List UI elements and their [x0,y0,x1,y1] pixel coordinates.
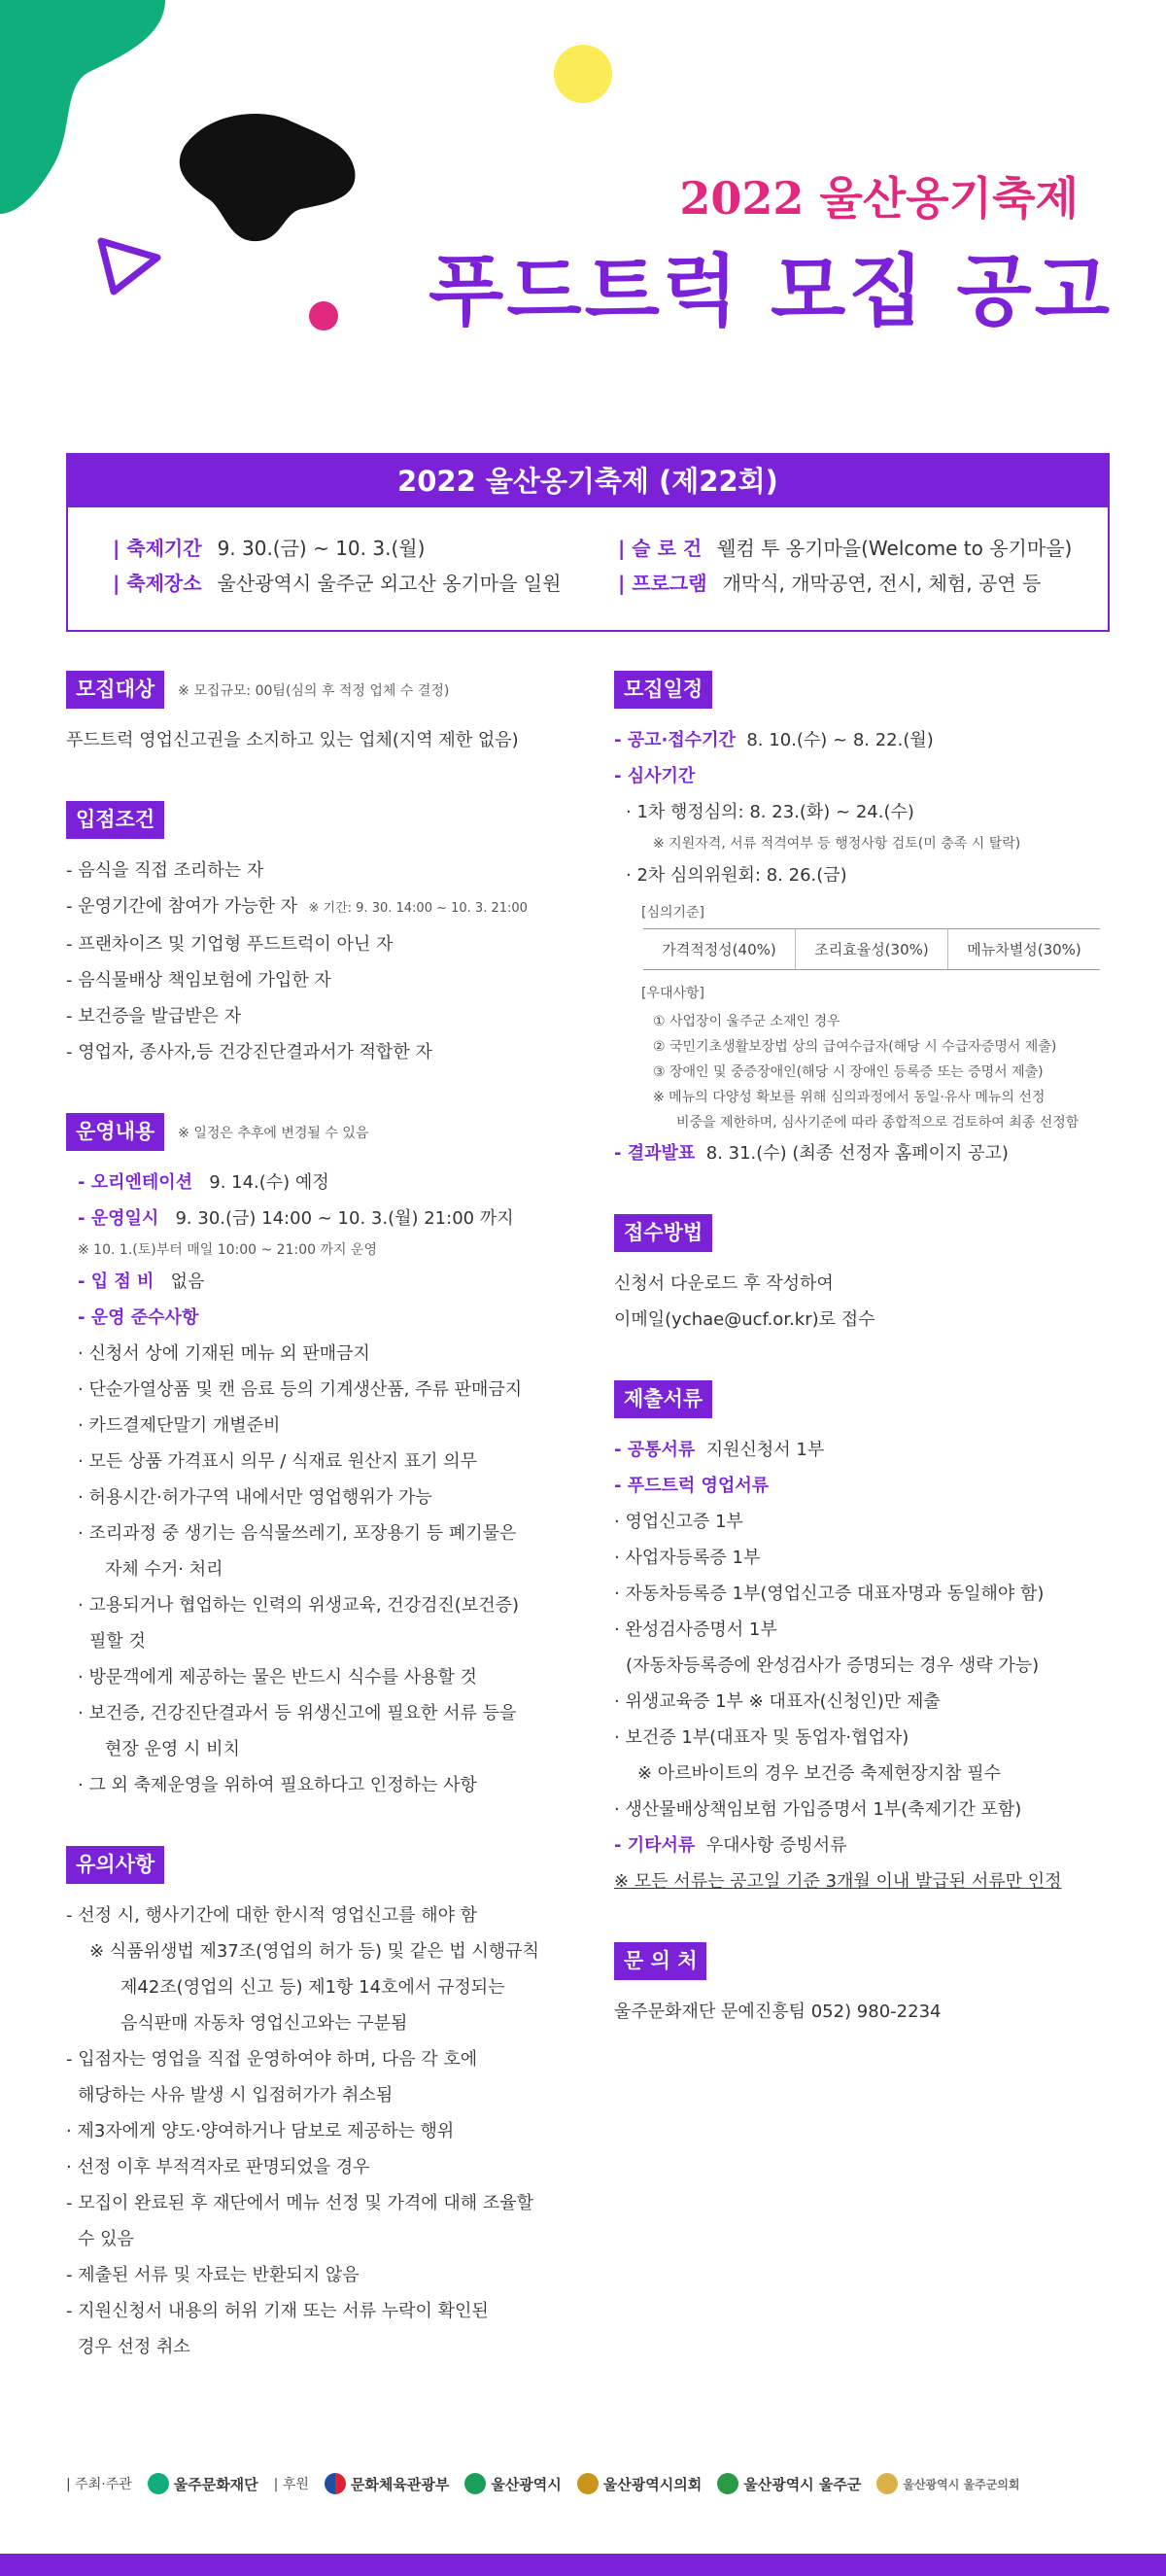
schedule-title: 모집일정 [614,671,712,709]
yellow-circle-shape [554,45,612,103]
program-value: 개막식, 개막공연, 전시, 체험, 공연 등 [722,572,1042,595]
list-item: - 입점자는 영업을 직접 운영하여야 하며, 다음 각 호에 [66,2049,478,2070]
common-value: 지원신청서 1부 [705,1440,825,1460]
sponsor-label: | 후원 [273,2477,309,2492]
period-note: ※ 기간: 9. 30. 14:00 ~ 10. 3. 21:00 [308,901,528,916]
menu-note: ※ 메뉴의 다양성 확보를 위해 심의과정에서 동일·유사 메뉴의 선정 [653,1090,1046,1105]
right-column [614,671,1139,2072]
place-value: 울산광역시 울주군 외고산 옹기마을 일원 [217,572,562,595]
operation-title: 운영내용 [66,1113,164,1151]
ulju-logo-icon [717,2473,738,2494]
slogan-value: 웰컴 투 옹기마을(Welcome to 옹기마을) [717,537,1073,560]
first-review: · 1차 행정심의: 8. 23.(화) ~ 24.(수) [626,802,914,822]
common-label: - 공통서류 [614,1440,696,1460]
period-value: 9. 30.(금) ~ 10. 3.(월) [217,537,426,560]
period-label: 축제기간 [126,537,202,560]
schedule-section [614,671,1139,1171]
menu-note: 비중을 제한하며, 심사기준에 따라 종합적으로 검토하여 최종 선정함 [676,1115,1080,1131]
conditions-section [66,801,591,1070]
review-label: - 심사기간 [614,766,696,786]
festival-info-box [66,453,1110,632]
program-label: 프로그램 [632,572,707,595]
list-item: · 고용되거나 협업하는 인력의 위생교육, 건강검진(보건증) [78,1595,520,1616]
list-item: · 조리과정 중 생기는 음식물쓰레기, 포장용기 등 폐기물은 [78,1523,517,1544]
review-label-line [614,758,1139,794]
condition-text: - 운영기간에 참여가 가능한 자 [66,896,298,917]
festival-period: | 축제기간 9. 30.(금) ~ 10. 3.(월) [113,537,426,560]
list-item: 현장 운영 시 비치 [105,1739,240,1759]
list-item [66,888,591,926]
rules-label: - 운영 준수사항 [78,1307,199,1328]
contact-title: 문 의 처 [614,1942,706,1980]
orientation-line [66,1165,591,1201]
apply-period-line [614,722,1139,758]
foodtruck-label: - 푸드트럭 영업서류 [614,1476,770,1496]
hours-label: - 운영일시 [78,1208,159,1229]
list-item: - 제출된 서류 및 자료는 반환되지 않음 [66,2265,360,2285]
list-item: · 제3자에게 양도·양여하거나 담보로 제공하는 행위 [66,2121,455,2141]
list-item: · 허용시간·허가구역 내에서만 영업행위가 가능 [78,1487,432,1508]
result-line [614,1135,1139,1171]
result-label: - 결과발표 [614,1143,696,1164]
list-item: · 보건증 1부(대표자 및 동업자·협업자) [614,1727,909,1748]
documents-title: 제출서류 [614,1380,712,1418]
priority-item: ① 사업장이 울주군 소재인 경우 [653,1014,840,1029]
sponsor-logo: 울산광역시 [464,2473,561,2494]
common-docs-line [614,1432,1139,1468]
cautions-section [66,1846,591,2365]
conditions-title: 입점조건 [66,801,164,839]
submission-line: 이메일(ychae@ucf.or.kr)로 접수 [614,1309,875,1330]
list-item: ※ 식품위생법 제37조(영업의 허가 등) 및 같은 법 시행규칙 [89,1941,539,1962]
list-item: - 음식을 직접 조리하는 자 [66,860,264,881]
list-item: · 방문객에게 제공하는 물은 반드시 식수를 사용할 것 [78,1667,477,1688]
orientation-value: 9. 14.(수) 예정 [209,1172,329,1193]
host-logo-icon [148,2473,169,2494]
list-item: - 보건증을 발급받은 자 [66,1006,242,1027]
list-item: 해당하는 사유 발생 시 입점허가가 취소됨 [78,2085,394,2106]
criteria-label: [심의기준] [641,905,705,921]
festival-program: | 프로그램 개막식, 개막공연, 전시, 체험, 공연 등 [618,572,1042,595]
recruit-target-section [66,671,591,758]
purple-triangle-shape [101,241,157,292]
list-item: - 선정 시, 행사기간에 대한 한시적 영업신고를 해야 함 [66,1905,478,1926]
second-review: · 2차 심의위원회: 8. 26.(금) [626,865,847,886]
cautions-title: 유의사항 [66,1846,164,1884]
submission-title: 접수방법 [614,1214,712,1252]
list-item: 제42조(영업의 신고 등) 제1항 14호에서 규정되는 [120,1977,505,1998]
criteria-cell: 조리효율성(30%) [795,929,947,970]
host-label: | 주최·주관 [66,2477,132,2492]
list-item: · 보건증, 건강진단결과서 등 위생신고에 필요한 서류 등을 [78,1703,517,1723]
list-item: - 프랜차이즈 및 기업형 푸드트럭이 아닌 자 [66,934,394,955]
operation-section [66,1113,591,1803]
other-docs-line [614,1828,1139,1863]
list-item: ※ 아르바이트의 경우 보건증 축제현장지참 필수 [637,1763,1002,1784]
festival-info-grid [113,533,1075,603]
list-item: - 모집이 완료된 후 재단에서 메뉴 선정 및 가격에 대해 조율할 [66,2193,534,2213]
list-item: · 그 외 축제운영을 위하여 필요하다고 인정하는 사항 [78,1775,477,1795]
taegeuk-icon [325,2473,346,2494]
sponsor-logo: 울산광역시 울주군의회 [876,2473,1019,2494]
list-item: 필할 것 [89,1631,146,1652]
footer-logos [66,2473,1125,2494]
info-row [113,568,1075,603]
list-item: · 신청서 상에 기재된 메뉴 외 판매금지 [78,1343,370,1364]
list-item: 음식판매 자동차 영업신고와는 구분됨 [120,2013,408,2034]
list-item: 수 있음 [78,2229,134,2249]
list-item: · 영업신고증 1부 [614,1512,743,1532]
pink-dot-shape [309,301,338,331]
hours-note: ※ 10. 1.(토)부터 매일 10:00 ~ 21:00 까지 운영 [78,1242,378,1258]
list-item: · 단순가열상품 및 캔 음료 등의 기계생산품, 주류 판매금지 [78,1379,523,1400]
apply-value: 8. 10.(수) ~ 8. 22.(월) [746,730,934,750]
sponsor-logo: 울산광역시 울주군 [717,2473,861,2494]
list-item: · 생산물배상책임보험 가입증명서 1부(축제기간 포함) [614,1799,1022,1820]
council-emblem-icon [577,2473,599,2494]
orientation-label: - 오리엔테이션 [78,1172,193,1193]
list-item: 경우 선정 취소 [78,2337,190,2357]
priority-item: ② 국민기초생활보장법 상의 급여수급자(해당 시 수급자증명서 제출) [653,1039,1057,1055]
priority-item: ③ 장애인 및 중증장애인(해당 시 장애인 등록증 또는 증명서 제출) [653,1064,1044,1080]
contact-text: 울주문화재단 문예진흥팀 052) 980-2234 [614,2002,942,2022]
list-item: - 영업자, 종사자,등 건강진단결과서가 적합한 자 [66,1042,432,1062]
festival-heading: 2022 울산옹기축제 (제22회) [68,455,1108,507]
other-label: - 기타서류 [614,1835,696,1856]
hours-value: 9. 30.(금) 14:00 ~ 10. 3.(월) 21:00 까지 [175,1208,514,1229]
documents-section [614,1380,1139,1899]
festival-place: | 축제장소 울산광역시 울주군 외고산 옹기마을 일원 [113,572,562,595]
sponsor-logo: 울산광역시의회 [577,2473,702,2494]
list-item: · 사업자등록증 1부 [614,1548,761,1568]
event-subtitle: 2022 울산옹기축제 [679,172,1079,225]
submission-section [614,1214,1139,1338]
result-value: 8. 31.(수) (최종 선정자 홈페이지 공고) [705,1143,1009,1164]
recruit-target-note: ※ 모집규모: 00팀(심의 후 적정 업체 수 결정) [178,682,450,699]
fee-line [66,1264,591,1300]
ulju-council-emblem-icon [876,2473,898,2494]
fee-value: 없음 [170,1271,205,1292]
final-note: ※ 모든 서류는 공고일 기준 3개월 이내 발급된 서류만 인정 [614,1871,1062,1892]
info-row [113,533,1075,568]
list-item: - 음식물배상 책임보험에 가입한 자 [66,970,331,991]
foodtruck-docs-line [614,1468,1139,1504]
sponsor-logo: 문화체육관광부 [325,2473,449,2494]
list-item: · 선정 이후 부적격자로 판명되었을 경우 [66,2157,370,2177]
list-item: · 자동차등록증 1부(영업신고증 대표자명과 동일해야 함) [614,1584,1045,1604]
ulsan-logo-icon [464,2473,486,2494]
apply-label: - 공고·접수기간 [614,730,736,750]
bottom-bar [0,2554,1166,2576]
priority-label: [우대사항] [641,986,705,1001]
list-item: · 카드결제단말기 개별준비 [78,1415,281,1436]
green-blob-shape [0,0,165,214]
first-review-note: ※ 지원자격, 서류 적격여부 등 행정사항 검토(미 충족 시 탈락) [653,836,1021,852]
list-item: · 완성검사증명서 1부 [614,1619,777,1640]
black-blob-shape [180,114,356,241]
criteria-cell: 가격적정성(40%) [643,929,795,970]
list-item: · 위생교육증 1부 ※ 대표자(신청인)만 제출 [614,1691,941,1712]
list-item: · 모든 상품 가격표시 의무 / 식재료 원산지 표기 의무 [78,1451,478,1472]
list-item: - 지원신청서 내용의 허위 기재 또는 서류 누락이 확인된 [66,2301,489,2321]
list-item: 자체 수거· 처리 [105,1559,223,1580]
festival-slogan: | 슬 로 건 웰컴 투 옹기마을(Welcome to 옹기마을) [618,537,1073,560]
slogan-label: 슬 로 건 [632,537,703,560]
left-column [66,671,591,2408]
fee-label: - 입 점 비 [78,1271,154,1292]
criteria-cell: 메뉴차별성(30%) [948,929,1100,970]
list-item: (자동차등록증에 완성검사가 증명되는 경우 생략 가능) [626,1655,1040,1676]
rules-label-line [66,1300,591,1336]
criteria-table [643,928,1100,970]
other-value: 우대사항 증빙서류 [705,1835,847,1856]
recruit-target-text: 푸드트럭 영업신고권을 소지하고 있는 업체(지역 제한 없음) [66,730,519,750]
submission-line: 신청서 다운로드 후 작성하여 [614,1273,834,1294]
hours-line [66,1201,591,1236]
recruit-target-title: 모집대상 [66,671,164,709]
host-logo: 울주문화재단 [148,2473,258,2494]
contact-section [614,1942,1139,2030]
page-title: 푸드트럭 모집 공고 [429,245,1113,336]
place-label: 축제장소 [126,572,202,595]
operation-note: ※ 일정은 추후에 변경될 수 있음 [178,1125,369,1141]
